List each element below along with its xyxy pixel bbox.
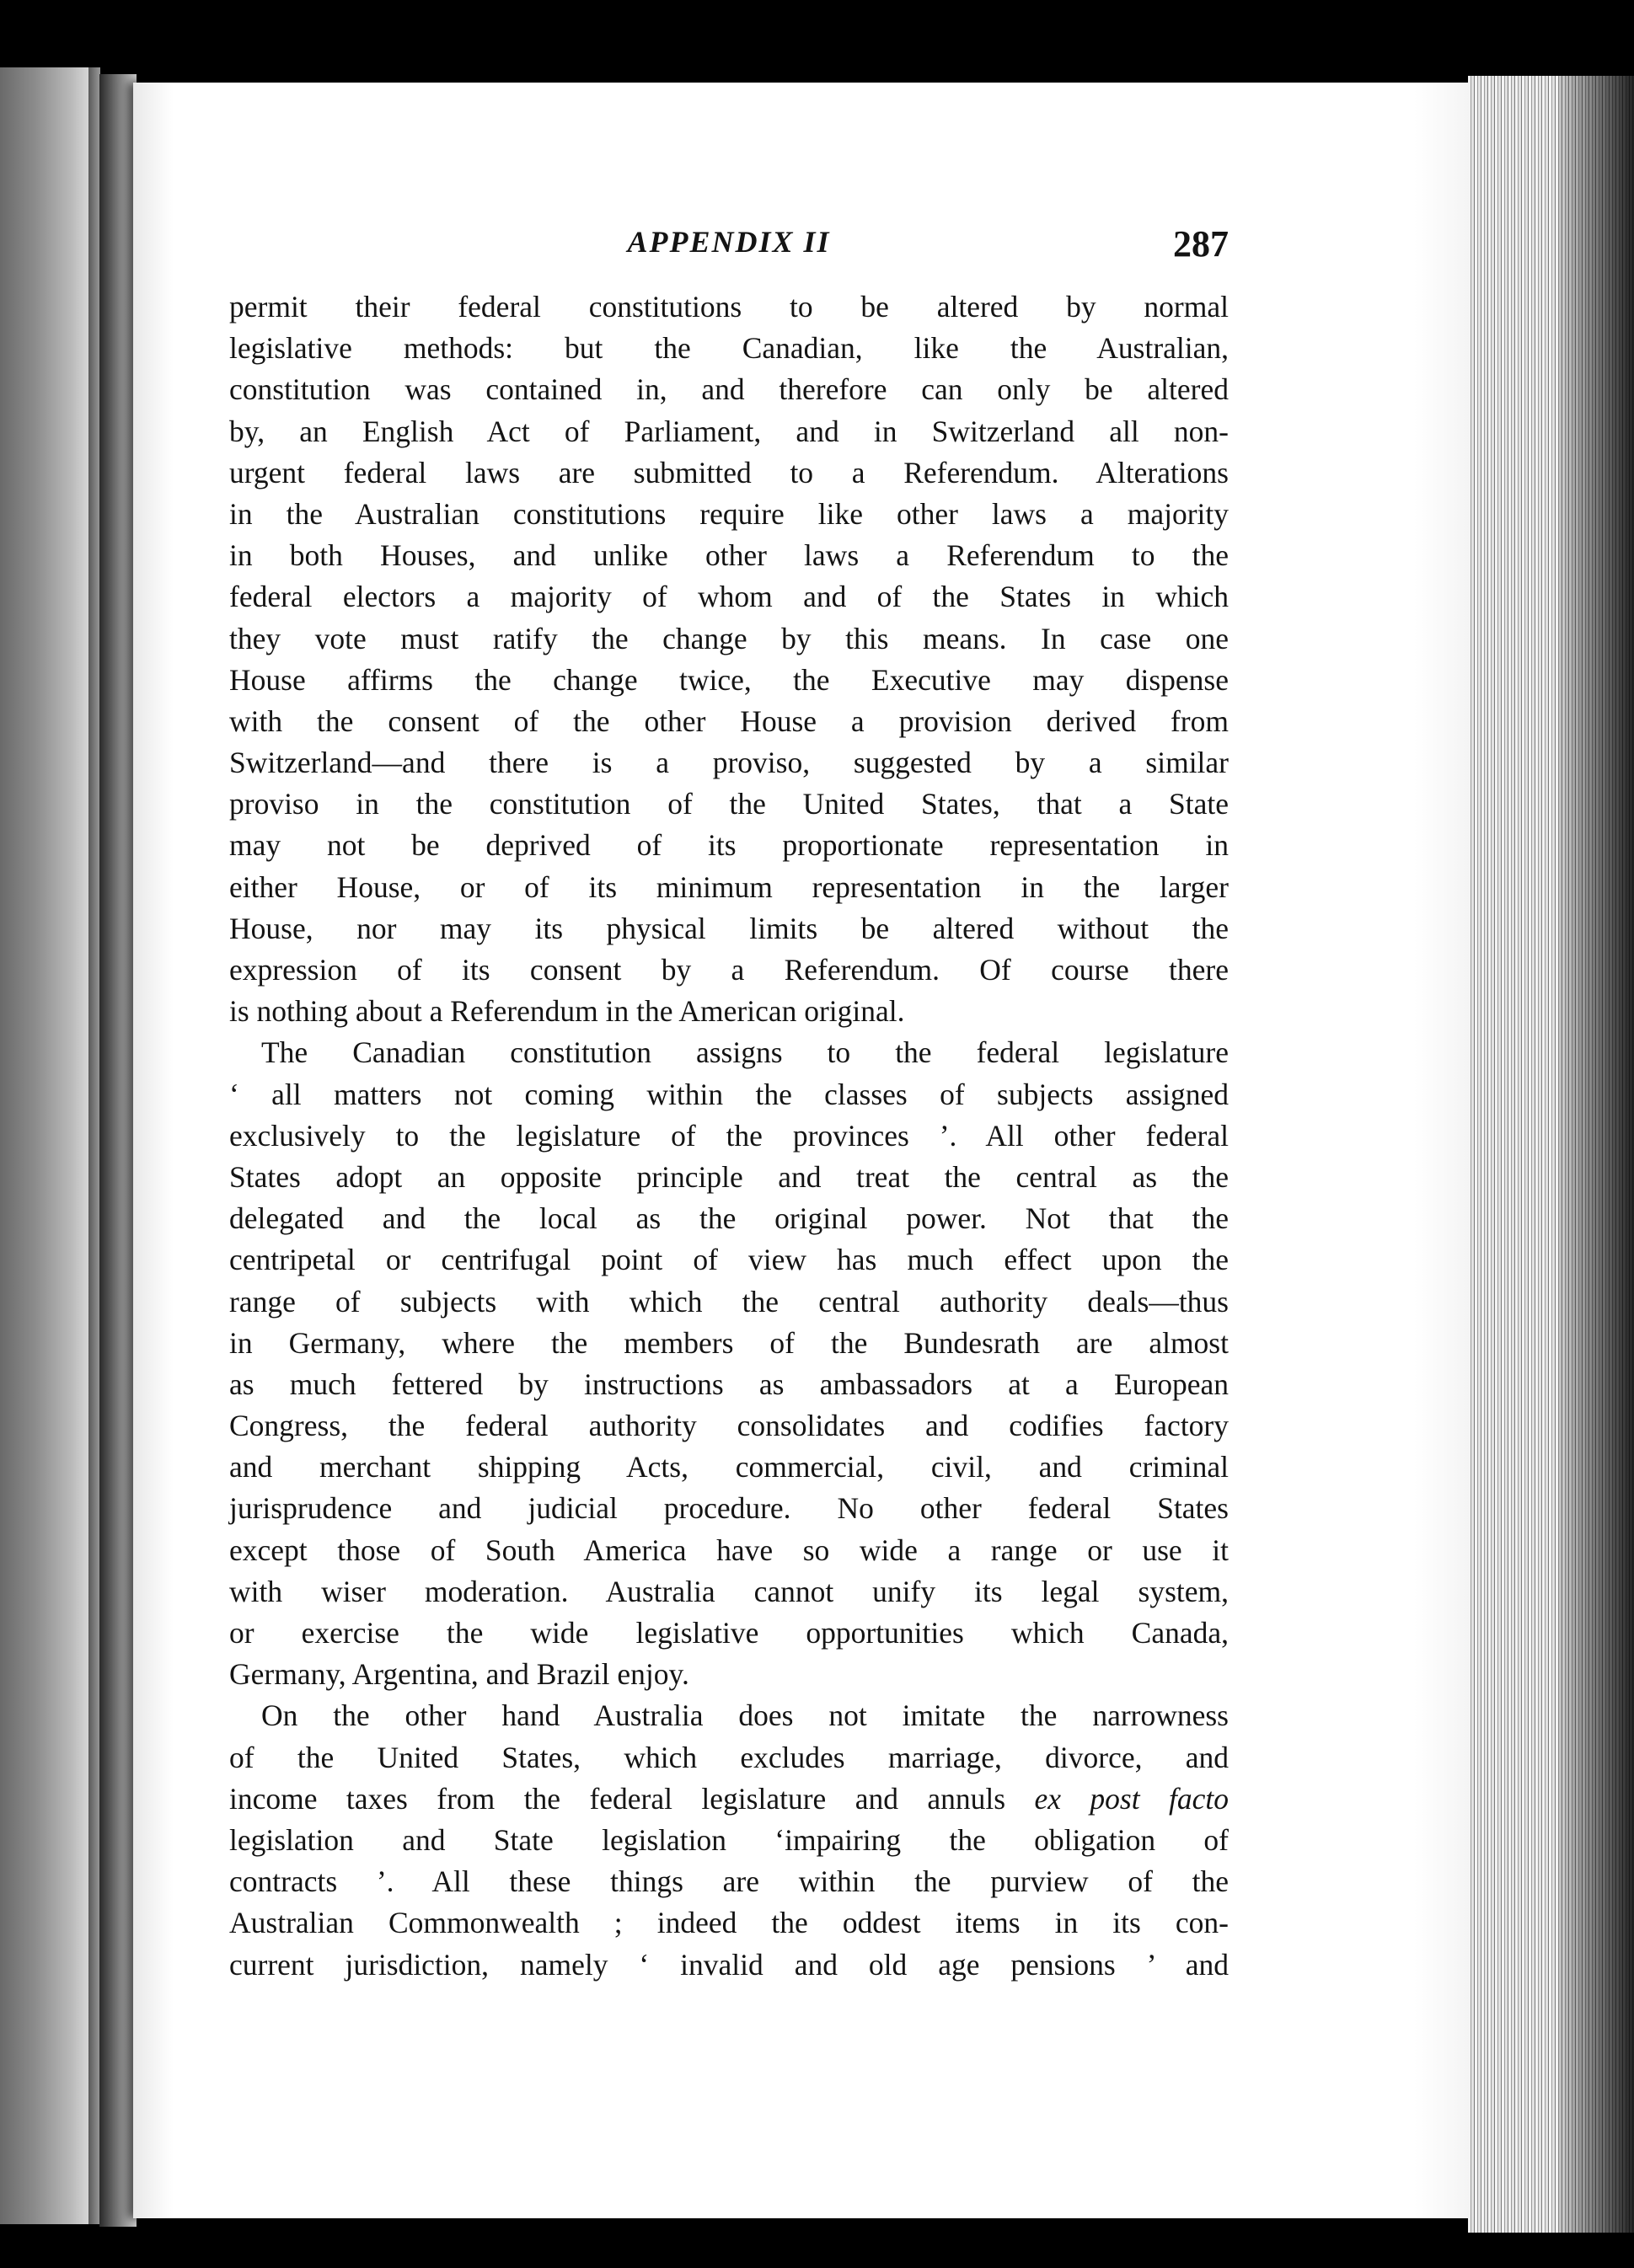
page-text-block [229, 224, 1229, 1986]
text-line: Congress, the federal authority consolidates and codifies factory [229, 1409, 1229, 1443]
text-line: by, an English Act of Parliament, and in Switzerland all non- [229, 414, 1229, 448]
page-number: 287 [1173, 223, 1229, 265]
text-line: legislative methods: but the Canadian, like the Australian, [229, 331, 1229, 366]
text-line: Australian Commonwealth ; indeed the oddest items in its con- [229, 1906, 1229, 1940]
text-line: Germany, Argentina, and Brazil enjoy. [229, 1657, 689, 1692]
page-stack-edges [1468, 76, 1634, 2233]
text-line: delegated and the local as the original power. Not that the [229, 1201, 1229, 1236]
text-line-with-italic [229, 1779, 1229, 1820]
text-line: they vote must ratify the change by this means. In case one [229, 621, 1229, 655]
text-line: Switzerland—and there is a proviso, suggested by a similar [229, 746, 1229, 780]
text-line: jurisprudence and judicial procedure. No other federal States [229, 1491, 1229, 1526]
gutter-shadow [99, 74, 137, 2227]
text-line: in the Australian constitutions require like other laws a majority [229, 496, 1229, 531]
text-line: States adopt an opposite principle and treat the central as the [229, 1159, 1229, 1194]
text-line: On the other hand Australia does not imitate the narrowness [261, 1698, 1229, 1733]
text-line: current jurisdiction, namely ‘ invalid and old age pensions ’ and [229, 1947, 1229, 1982]
facing-page-edge [0, 67, 88, 2224]
text-line: federal electors a majority of whom and of the States in which [229, 580, 1229, 614]
text-line: is nothing about a Referendum in the American original. [229, 994, 905, 1029]
text-line: or exercise the wide legislative opportunities which Canada, [229, 1616, 1229, 1650]
text-line: with wiser moderation. Australia cannot unify its legal system, [229, 1574, 1229, 1608]
text-line: House affirms the change twice, the Executive may dispense [229, 662, 1229, 697]
text-line: ‘ all matters not coming within the classes of subjects assigned [229, 1077, 1229, 1111]
paragraph-2 [229, 1032, 1229, 1695]
text-line: in Germany, where the members of the Bundesrath are almost [229, 1325, 1229, 1360]
text-line: with the consent of the other House a provision derived from [229, 703, 1229, 738]
text-line: except those of South America have so wide a range or use it [229, 1533, 1229, 1567]
text-line: as much fettered by instructions as ambassadors at a European [229, 1367, 1229, 1401]
text-line: of the United States, which excludes marriage, divorce, and [229, 1740, 1229, 1774]
text-line: in both Houses, and unlike other laws a Referendum to the [229, 538, 1229, 573]
text-run: income taxes from the federal legislature and annuls [229, 1781, 1006, 1816]
running-head: APPENDIX II [627, 225, 831, 259]
text-line: expression of its consent by a Referendum. Of course there [229, 953, 1229, 987]
text-line: centripetal or centrifugal point of view has much effect upon the [229, 1243, 1229, 1277]
paragraph-3 [229, 1695, 1229, 1985]
page-header [229, 224, 1229, 268]
text-line: The Canadian constitution assigns to the federal legislature [261, 1035, 1229, 1070]
text-line: range of subjects with which the central authority deals—thus [229, 1284, 1229, 1319]
text-line: legislation and State legislation ‘impairing the obligation of [229, 1822, 1229, 1857]
text-line: proviso in the constitution of the United States, that a State [229, 787, 1229, 821]
text-line: contracts ’. All these things are within the purview of the [229, 1864, 1229, 1899]
text-line: and merchant shipping Acts, commercial, civil, and criminal [229, 1450, 1229, 1484]
text-line: urgent federal laws are submitted to a Referendum. Alterations [229, 455, 1229, 489]
text-line: may not be deprived of its proportionate representation in [229, 828, 1229, 863]
paragraph-1 [229, 286, 1229, 1032]
text-line: either House, or of its minimum representation in the larger [229, 869, 1229, 904]
text-line: House, nor may its physical limits be altered without the [229, 911, 1229, 945]
text-line: permit their federal constitutions to be altered by normal [229, 290, 1229, 324]
text-line: exclusively to the legislature of the provinces ’. All other federal [229, 1118, 1229, 1153]
italic-phrase: ex post facto [1034, 1781, 1229, 1816]
text-line: constitution was contained in, and therefore can only be altered [229, 372, 1229, 407]
